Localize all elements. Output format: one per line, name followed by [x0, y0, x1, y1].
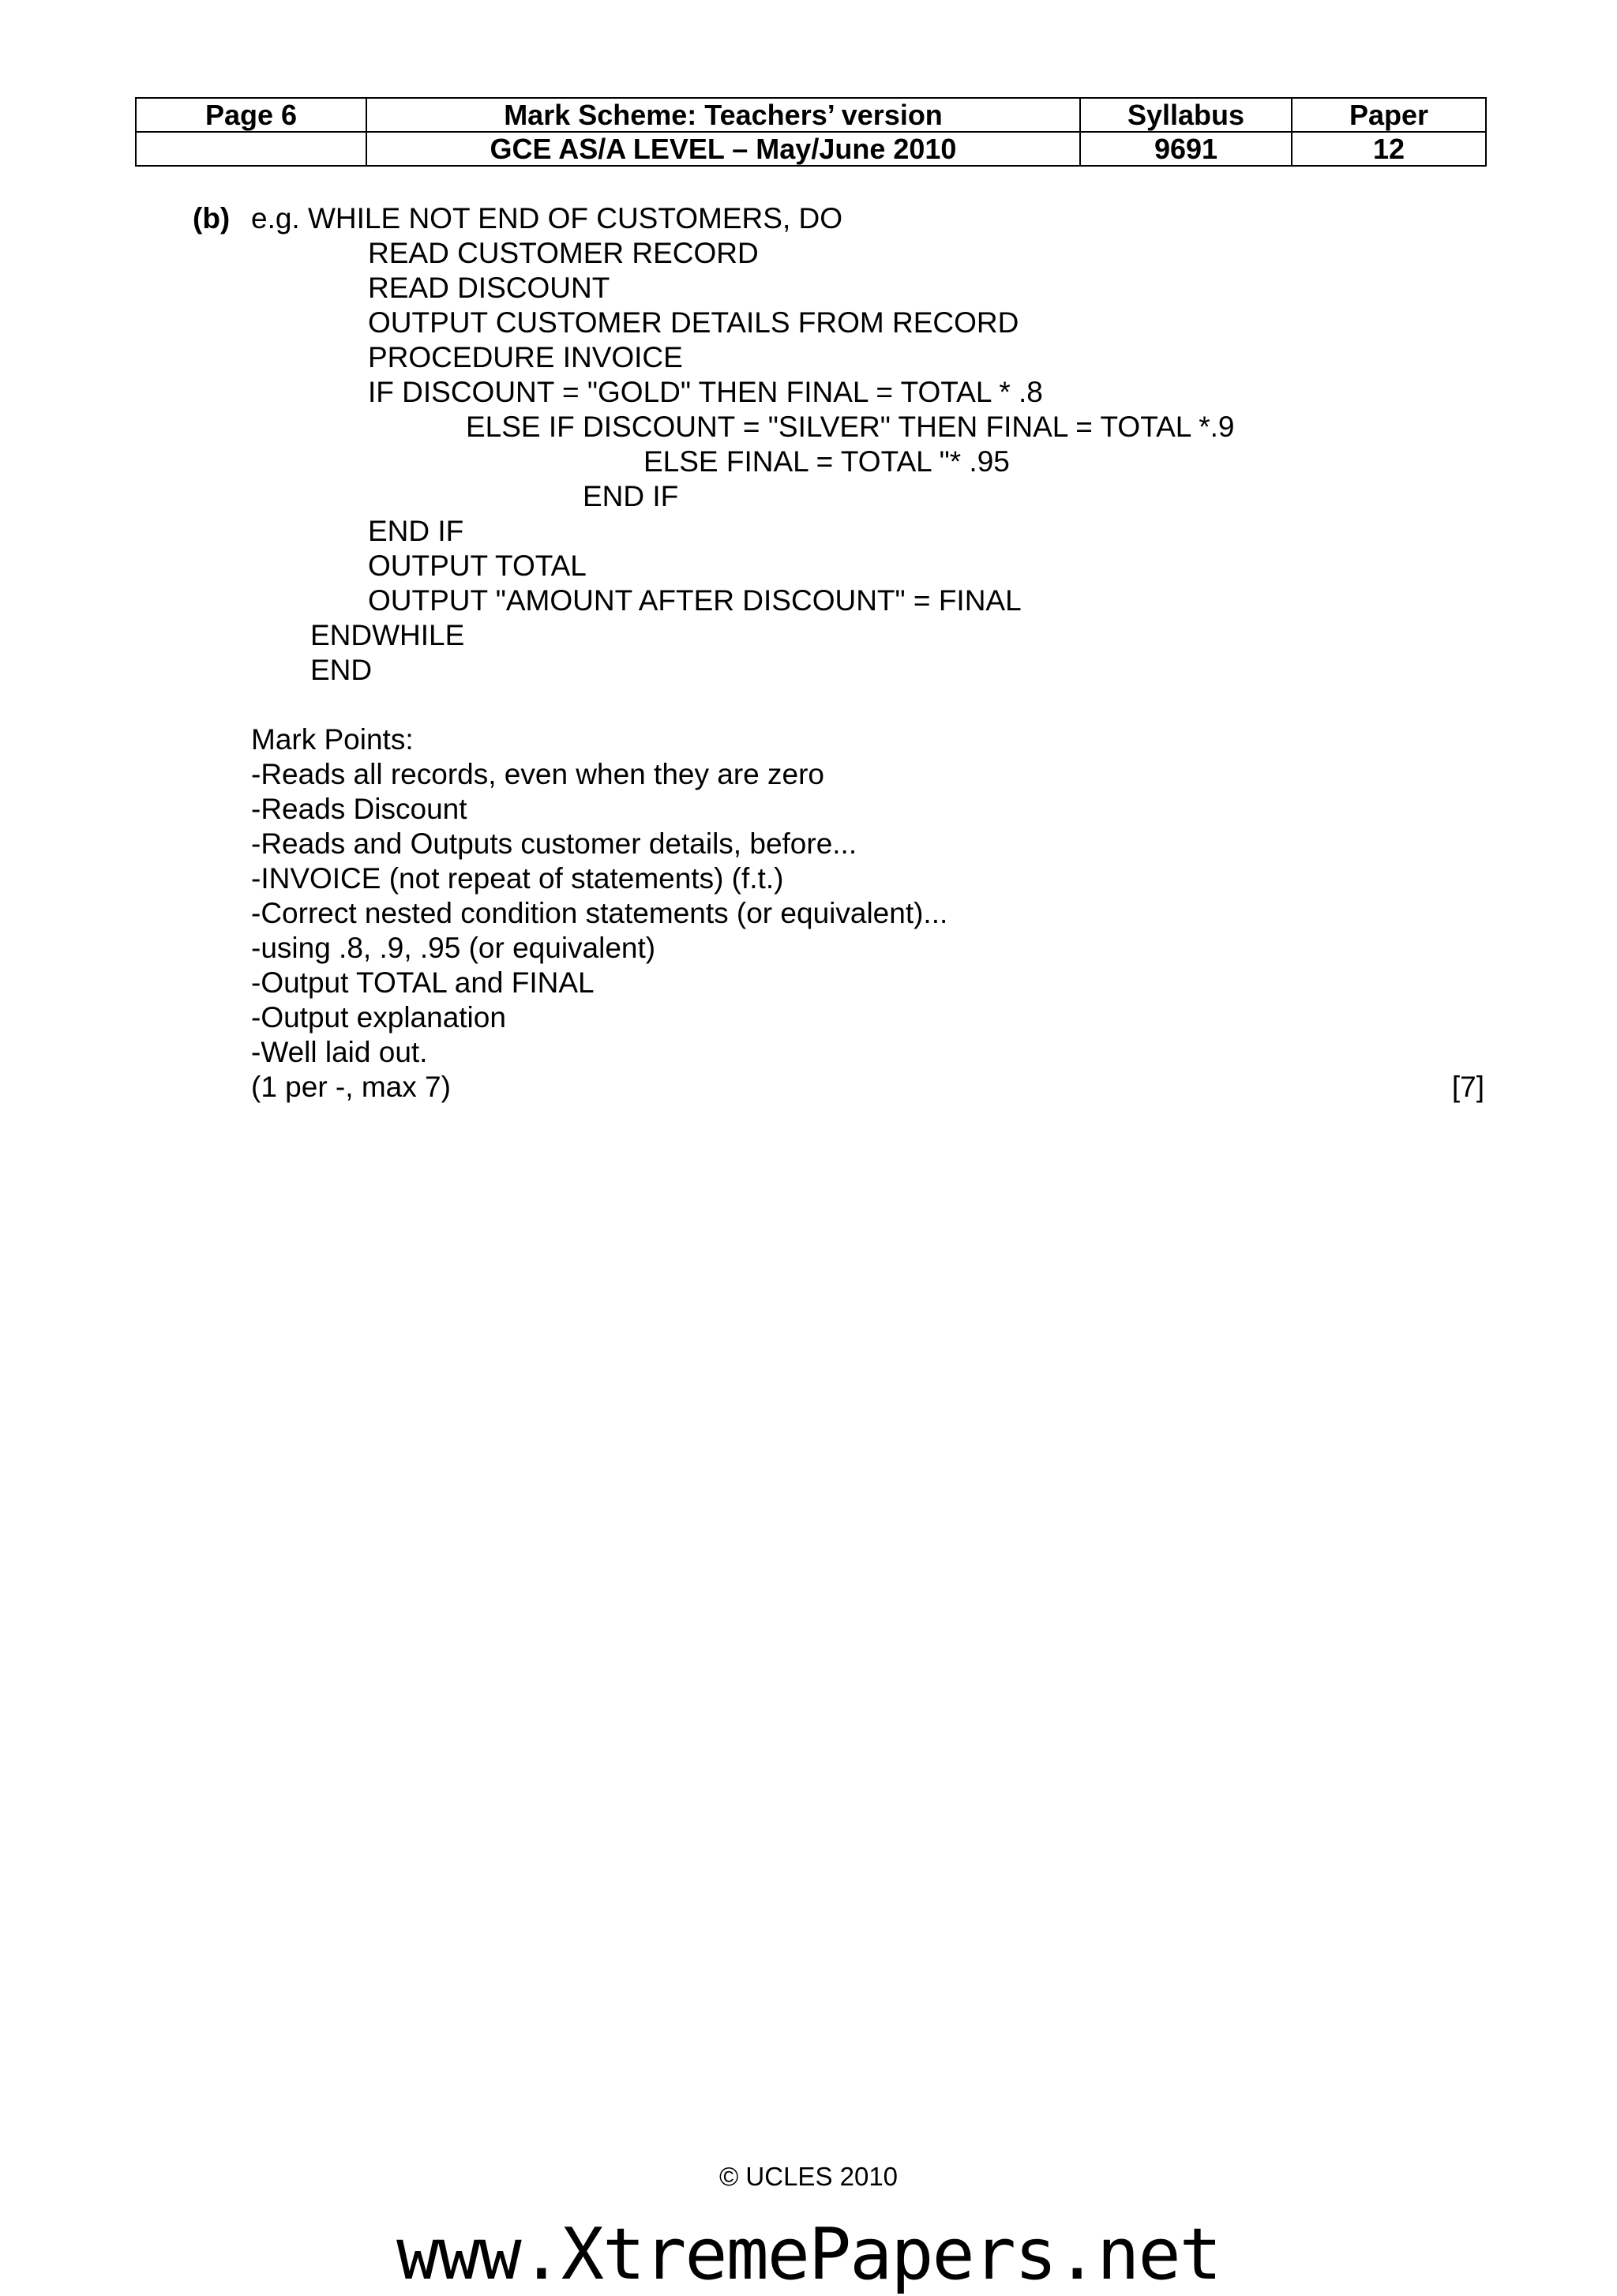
copyright-notice: © UCLES 2010 — [718, 2162, 899, 2191]
code-line: END IF — [583, 480, 679, 512]
code-line: OUTPUT "AMOUNT AFTER DISCOUNT" = FINAL — [368, 584, 1022, 617]
mark-point: -Output explanation — [251, 1001, 506, 1034]
header-row — [136, 132, 1486, 166]
code-line: OUTPUT TOTAL — [368, 550, 587, 582]
code-line: ELSE IF DISCOUNT = "SILVER" THEN FINAL = TOTAL *.9 — [466, 411, 1235, 443]
mark-point: -Well laid out. — [251, 1036, 428, 1068]
code-line: PROCEDURE INVOICE — [368, 341, 683, 373]
question-label: (b) — [193, 202, 231, 234]
marks-total: [7] — [1451, 1071, 1484, 1103]
mark-point: -Reads Discount — [251, 793, 467, 825]
code-line: READ DISCOUNT — [368, 272, 610, 304]
paper-number: 12 — [1292, 132, 1486, 166]
code-line: e.g. WHILE NOT END OF CUSTOMERS, DO — [251, 202, 843, 234]
header-row — [136, 98, 1486, 132]
syllabus-code: 9691 — [1080, 132, 1292, 166]
empty-cell — [136, 132, 366, 166]
mark-point: -Correct nested condition statements (or equivalent)... — [251, 897, 948, 929]
mark-point: -INVOICE (not repeat of statements) (f.t.) — [251, 862, 784, 895]
syllabus-label: Syllabus — [1080, 98, 1292, 132]
code-line: ENDWHILE — [310, 619, 465, 651]
code-line: READ CUSTOMER RECORD — [368, 237, 759, 269]
marking-rule: (1 per -, max 7) — [251, 1071, 451, 1103]
mark-point: -using .8, .9, .95 (or equivalent) — [251, 932, 656, 964]
mark-point: -Reads and Outputs customer details, before... — [251, 827, 857, 860]
paper-label: Paper — [1292, 98, 1486, 132]
code-line: ELSE FINAL = TOTAL "* .95 — [643, 445, 1010, 478]
code-line: OUTPUT CUSTOMER DETAILS FROM RECORD — [368, 306, 1019, 339]
document-title: Mark Scheme: Teachers’ version — [366, 98, 1080, 132]
page-number: Page 6 — [136, 98, 366, 132]
code-line: IF DISCOUNT = "GOLD" THEN FINAL = TOTAL * .8 — [368, 376, 1043, 408]
mark-point: -Output TOTAL and FINAL — [251, 966, 595, 999]
exam-subtitle: GCE AS/A LEVEL – May/June 2010 — [366, 132, 1080, 166]
code-line: END IF — [368, 515, 464, 547]
watermark: www.XtremePapers.net — [396, 2213, 1221, 2296]
header-table — [135, 97, 1487, 167]
mark-points-heading: Mark Points: — [251, 723, 414, 756]
code-line: END — [310, 654, 373, 686]
mark-point: -Reads all records, even when they are zero — [251, 758, 824, 790]
